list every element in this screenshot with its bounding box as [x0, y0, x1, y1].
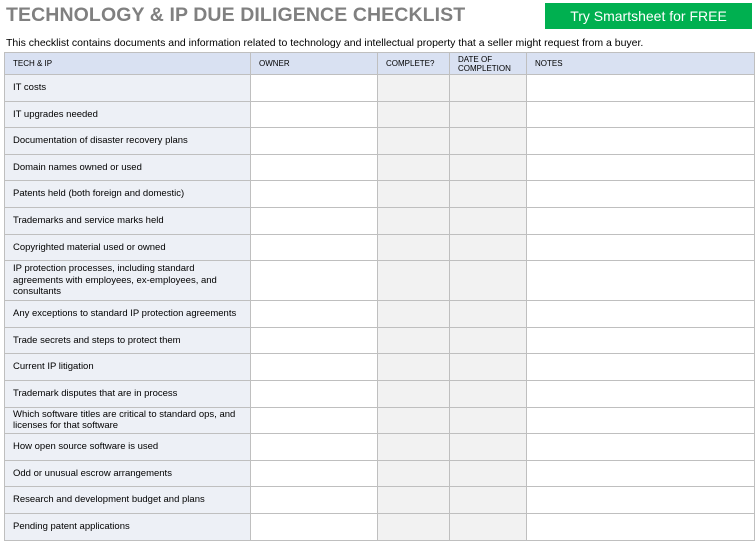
table-row [5, 207, 755, 234]
notes-cell[interactable] [527, 513, 755, 540]
table-header-row [5, 53, 755, 75]
date-cell[interactable] [450, 513, 527, 540]
table-row [5, 487, 755, 514]
complete-cell[interactable] [378, 181, 450, 208]
notes-cell[interactable] [527, 460, 755, 487]
item-cell: Any exceptions to standard IP protection agreements [5, 301, 251, 328]
owner-cell[interactable] [251, 407, 378, 434]
column-header-complete: COMPLETE? [378, 53, 450, 75]
date-cell[interactable] [450, 327, 527, 354]
notes-cell[interactable] [527, 261, 755, 301]
complete-cell[interactable] [378, 407, 450, 434]
notes-cell[interactable] [527, 207, 755, 234]
owner-cell[interactable] [251, 354, 378, 381]
table-row [5, 327, 755, 354]
owner-cell[interactable] [251, 487, 378, 514]
owner-cell[interactable] [251, 513, 378, 540]
complete-cell[interactable] [378, 434, 450, 461]
table-row [5, 128, 755, 155]
item-cell: Pending patent applications [5, 513, 251, 540]
notes-cell[interactable] [527, 487, 755, 514]
notes-cell[interactable] [527, 101, 755, 128]
complete-cell[interactable] [378, 513, 450, 540]
item-cell: Copyrighted material used or owned [5, 234, 251, 261]
table-row [5, 354, 755, 381]
notes-cell[interactable] [527, 154, 755, 181]
column-header-notes: NOTES [527, 53, 755, 75]
item-cell: IT upgrades needed [5, 101, 251, 128]
complete-cell[interactable] [378, 487, 450, 514]
item-cell: Trademarks and service marks held [5, 207, 251, 234]
column-header-date-of-completion: DATE OF COMPLETION [450, 53, 527, 75]
try-smartsheet-button[interactable]: Try Smartsheet for FREE [545, 3, 752, 29]
complete-cell[interactable] [378, 380, 450, 407]
notes-cell[interactable] [527, 301, 755, 328]
column-header-tech-ip: TECH & IP [5, 53, 251, 75]
table-row [5, 434, 755, 461]
notes-cell[interactable] [527, 354, 755, 381]
complete-cell[interactable] [378, 207, 450, 234]
owner-cell[interactable] [251, 301, 378, 328]
item-cell: Patents held (both foreign and domestic) [5, 181, 251, 208]
date-cell[interactable] [450, 207, 527, 234]
item-cell: Trademark disputes that are in process [5, 380, 251, 407]
item-cell: IT costs [5, 75, 251, 102]
table-row [5, 301, 755, 328]
table-row [5, 513, 755, 540]
intro-text: This checklist contains documents and information related to technology and intellectual property that a seller might request from a buyer. [6, 37, 644, 49]
checklist-table [4, 52, 755, 541]
date-cell[interactable] [450, 380, 527, 407]
notes-cell[interactable] [527, 181, 755, 208]
owner-cell[interactable] [251, 380, 378, 407]
complete-cell[interactable] [378, 75, 450, 102]
owner-cell[interactable] [251, 327, 378, 354]
notes-cell[interactable] [527, 75, 755, 102]
table-row [5, 181, 755, 208]
item-cell: Current IP litigation [5, 354, 251, 381]
date-cell[interactable] [450, 354, 527, 381]
item-cell: Documentation of disaster recovery plans [5, 128, 251, 155]
table-row [5, 407, 755, 434]
date-cell[interactable] [450, 101, 527, 128]
complete-cell[interactable] [378, 327, 450, 354]
date-cell[interactable] [450, 301, 527, 328]
complete-cell[interactable] [378, 101, 450, 128]
item-cell: Odd or unusual escrow arrangements [5, 460, 251, 487]
owner-cell[interactable] [251, 460, 378, 487]
complete-cell[interactable] [378, 234, 450, 261]
table-row [5, 154, 755, 181]
owner-cell[interactable] [251, 128, 378, 155]
column-header-owner: OWNER [251, 53, 378, 75]
date-cell[interactable] [450, 261, 527, 301]
owner-cell[interactable] [251, 207, 378, 234]
item-cell: IP protection processes, including standard agreements with employees, ex-employees, and consultants [5, 261, 251, 301]
table-row [5, 261, 755, 301]
notes-cell[interactable] [527, 434, 755, 461]
notes-cell[interactable] [527, 234, 755, 261]
owner-cell[interactable] [251, 261, 378, 301]
item-cell: Domain names owned or used [5, 154, 251, 181]
item-cell: Which software titles are critical to standard ops, and licenses for that software [5, 407, 251, 434]
date-cell[interactable] [450, 434, 527, 461]
complete-cell[interactable] [378, 128, 450, 155]
owner-cell[interactable] [251, 181, 378, 208]
date-cell[interactable] [450, 460, 527, 487]
date-cell[interactable] [450, 154, 527, 181]
notes-cell[interactable] [527, 380, 755, 407]
notes-cell[interactable] [527, 327, 755, 354]
date-cell[interactable] [450, 487, 527, 514]
date-cell[interactable] [450, 181, 527, 208]
table-row [5, 234, 755, 261]
date-cell[interactable] [450, 407, 527, 434]
item-cell: Trade secrets and steps to protect them [5, 327, 251, 354]
owner-cell[interactable] [251, 154, 378, 181]
owner-cell[interactable] [251, 75, 378, 102]
table-row [5, 380, 755, 407]
complete-cell[interactable] [378, 154, 450, 181]
owner-cell[interactable] [251, 434, 378, 461]
notes-cell[interactable] [527, 407, 755, 434]
item-cell: How open source software is used [5, 434, 251, 461]
complete-cell[interactable] [378, 261, 450, 301]
item-cell: Research and development budget and plans [5, 487, 251, 514]
notes-cell[interactable] [527, 128, 755, 155]
owner-cell[interactable] [251, 234, 378, 261]
complete-cell[interactable] [378, 460, 450, 487]
date-cell[interactable] [450, 128, 527, 155]
date-cell[interactable] [450, 75, 527, 102]
table-row [5, 75, 755, 102]
owner-cell[interactable] [251, 101, 378, 128]
date-cell[interactable] [450, 234, 527, 261]
table-row [5, 101, 755, 128]
table-row [5, 460, 755, 487]
complete-cell[interactable] [378, 301, 450, 328]
complete-cell[interactable] [378, 354, 450, 381]
page-title: TECHNOLOGY & IP DUE DILIGENCE CHECKLIST [6, 4, 466, 26]
